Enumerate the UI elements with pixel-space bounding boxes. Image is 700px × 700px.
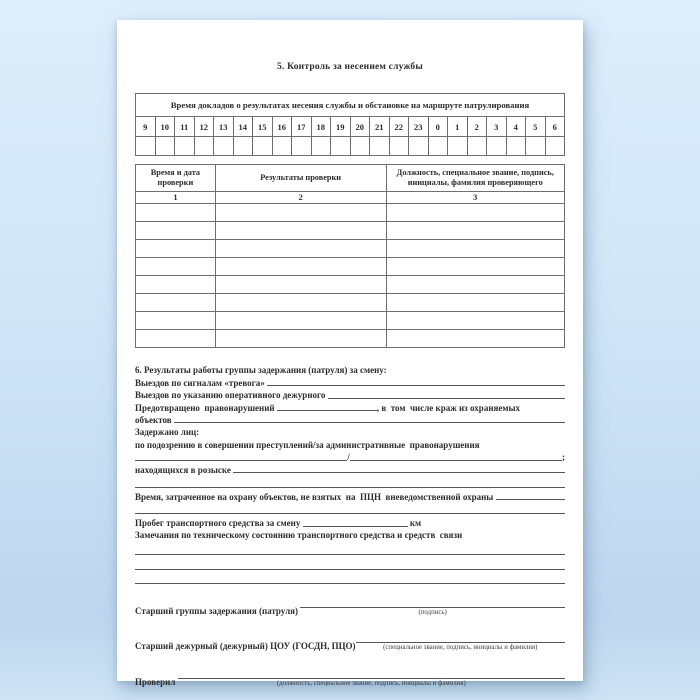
hour-report-cell: [155, 137, 175, 156]
hour-report-cell: [545, 137, 565, 156]
form-line: [135, 388, 565, 400]
signature-block: [135, 598, 565, 688]
hour-report-cell: [350, 137, 370, 156]
form-line-text: /: [347, 452, 350, 463]
blank-field: [135, 561, 565, 570]
hours-empty-row: [136, 137, 565, 156]
hour-cell: 1: [448, 117, 468, 137]
empty-cell: [215, 204, 386, 222]
section6-lines: [135, 375, 565, 585]
hour-report-cell: [370, 137, 390, 156]
signature-label: Старший дежурный (дежурный) ЦОУ (ГОСДН, ПЦО): [135, 640, 356, 651]
blank-field: [135, 546, 565, 555]
page-content: [135, 20, 565, 688]
hour-report-cell: [272, 137, 292, 156]
section6-heading: [135, 363, 565, 375]
hour-cell: 18: [311, 117, 331, 137]
blank-field: [277, 402, 377, 411]
table-row: [136, 330, 565, 348]
empty-cell: [215, 276, 386, 294]
empty-cell: [136, 258, 216, 276]
hour-cell: 22: [389, 117, 409, 137]
hour-cell: 11: [175, 117, 195, 137]
report-times-header: Время докладов о результатах несения службы и обстановке на маршруте патрулирования: [136, 94, 565, 117]
report-times-header-row: [136, 94, 565, 117]
form-line-text: Замечания по техническому состоянию транспортного средства и средств связи: [135, 530, 463, 541]
blank-field: [135, 479, 565, 488]
blank-field: [303, 518, 408, 527]
form-line-text: Пробег транспортного средства за смену: [135, 518, 303, 529]
blank-field: [267, 377, 565, 386]
hour-cell: 20: [350, 117, 370, 137]
signature-blank: [356, 633, 565, 643]
hour-cell: 0: [428, 117, 448, 137]
form-line-text: объектов: [135, 414, 174, 425]
signature-field: [356, 633, 565, 652]
checks-number-row: [136, 192, 565, 204]
section6-heading-text: 6. Результаты работы группы задержания (патруля) за смену:: [135, 365, 387, 376]
empty-cell: [136, 330, 216, 348]
empty-cell: [215, 312, 386, 330]
empty-cell: [386, 276, 564, 294]
form-line: [135, 375, 565, 387]
hour-report-cell: [253, 137, 273, 156]
hours-row: [136, 117, 565, 137]
table-row: [136, 240, 565, 258]
checks-column-number: 3: [386, 192, 564, 204]
hour-report-cell: [506, 137, 526, 156]
report-times-table: [135, 93, 565, 156]
form-line-text: Время, затраченное на охрану объектов, не взятых на ПЦН вневедомственной охраны: [135, 491, 496, 502]
form-line: [135, 425, 565, 437]
table-row: [136, 294, 565, 312]
form-line: [135, 559, 565, 571]
document-page: [117, 20, 583, 687]
hour-report-cell: [214, 137, 234, 156]
signature-caption: (должность, специальное звание, подпись, инициалы и фамилия): [276, 679, 466, 687]
checks-column-number: 1: [136, 192, 216, 204]
empty-cell: [386, 222, 564, 240]
empty-cell: [215, 222, 386, 240]
checks-column-number: 2: [215, 192, 386, 204]
hour-report-cell: [448, 137, 468, 156]
checks-table: [135, 164, 565, 348]
table-row: [136, 276, 565, 294]
hour-cell: 6: [545, 117, 565, 137]
hour-report-cell: [409, 137, 429, 156]
section6: [135, 363, 565, 586]
empty-cell: [136, 276, 216, 294]
signature-label: Проверил: [135, 676, 178, 687]
empty-cell: [386, 312, 564, 330]
empty-cell: [215, 240, 386, 258]
hour-report-cell: [331, 137, 351, 156]
form-line-text: км: [407, 518, 422, 529]
hour-cell: 23: [409, 117, 429, 137]
hour-cell: 17: [292, 117, 312, 137]
form-section-title: 5. Контроль за несением службы: [277, 62, 423, 72]
empty-cell: [215, 294, 386, 312]
signature-field: [300, 598, 565, 617]
form-line: [135, 400, 565, 412]
hour-report-cell: [526, 137, 546, 156]
hour-report-cell: [487, 137, 507, 156]
empty-cell: [386, 204, 564, 222]
form-line-text: находящихся в розыске: [135, 464, 234, 475]
hour-cell: 12: [194, 117, 214, 137]
signature-line: [135, 598, 565, 617]
form-line: [135, 489, 565, 501]
hour-report-cell: [194, 137, 214, 156]
form-line-text: , в том числе краж из охраняемых: [376, 402, 521, 413]
hour-cell: 2: [467, 117, 487, 137]
empty-cell: [136, 204, 216, 222]
hour-cell: 5: [526, 117, 546, 137]
signature-blank: [300, 598, 565, 608]
form-line-text: ;: [562, 452, 566, 463]
table-row: [136, 258, 565, 276]
blank-field: [135, 452, 347, 461]
checks-column-header: Результаты проверки: [215, 165, 386, 192]
table-row: [136, 204, 565, 222]
blank-field: [350, 452, 562, 461]
empty-cell: [136, 240, 216, 258]
checks-column-header: Должность, специальное звание, подпись, инициалы, фамилия проверяющего: [386, 165, 564, 192]
hour-cell: 19: [331, 117, 351, 137]
blank-field: [233, 464, 565, 473]
checks-header-row: [136, 165, 565, 192]
form-line: [135, 573, 565, 585]
form-line: [135, 477, 565, 489]
signature-blank: [178, 669, 565, 679]
signature-line: [135, 633, 565, 652]
form-line-text: Выездов по указанию оперативного дежурного: [135, 390, 328, 401]
signature-line: [135, 669, 565, 688]
form-line: [135, 528, 565, 540]
signature-caption: (подпись): [418, 608, 447, 616]
checks-column-header: Время и дата проверки: [136, 165, 216, 192]
hour-cell: 9: [136, 117, 156, 137]
empty-cell: [136, 294, 216, 312]
hour-report-cell: [311, 137, 331, 156]
form-line: [135, 413, 565, 425]
form-line: [135, 462, 565, 474]
empty-cell: [215, 330, 386, 348]
hour-cell: 10: [155, 117, 175, 137]
hour-report-cell: [389, 137, 409, 156]
form-line: [135, 516, 565, 528]
form-line: [135, 503, 565, 515]
hour-report-cell: [136, 137, 156, 156]
hour-cell: 16: [272, 117, 292, 137]
signature-field: [178, 669, 565, 688]
form-line-text: Выездов по сигналам «тревога»: [135, 377, 267, 388]
blank-field: [496, 491, 565, 500]
empty-cell: [136, 222, 216, 240]
form-line-text: по подозрению в совершении преступлений/за административные правонарушения: [135, 439, 480, 450]
hour-report-cell: [175, 137, 195, 156]
empty-cell: [386, 294, 564, 312]
signature-label: Старший группы задержания (патруля): [135, 605, 301, 616]
hour-cell: 14: [233, 117, 253, 137]
blank-field: [135, 575, 565, 584]
signature-caption: (специальное звание, подпись, инициалы и фамилия): [383, 643, 538, 651]
hour-cell: 21: [370, 117, 390, 137]
blank-field: [328, 390, 565, 399]
form-line: [135, 544, 565, 556]
empty-cell: [386, 330, 564, 348]
table-row: [136, 222, 565, 240]
table-row: [136, 312, 565, 330]
hour-cell: 4: [506, 117, 526, 137]
empty-cell: [215, 258, 386, 276]
form-line: [135, 437, 565, 449]
hour-cell: 15: [253, 117, 273, 137]
hour-cell: 3: [487, 117, 507, 137]
empty-cell: [136, 312, 216, 330]
hour-report-cell: [428, 137, 448, 156]
blank-field: [135, 505, 565, 514]
empty-cell: [386, 240, 564, 258]
empty-cell: [386, 258, 564, 276]
hour-report-cell: [467, 137, 487, 156]
hour-report-cell: [292, 137, 312, 156]
form-line: [135, 450, 565, 462]
form-line-text: Предотвращено правонарушений: [135, 402, 277, 413]
hour-cell: 13: [214, 117, 234, 137]
form-line-text: Задержано лиц:: [135, 427, 200, 438]
blank-field: [174, 414, 565, 423]
hour-report-cell: [233, 137, 253, 156]
